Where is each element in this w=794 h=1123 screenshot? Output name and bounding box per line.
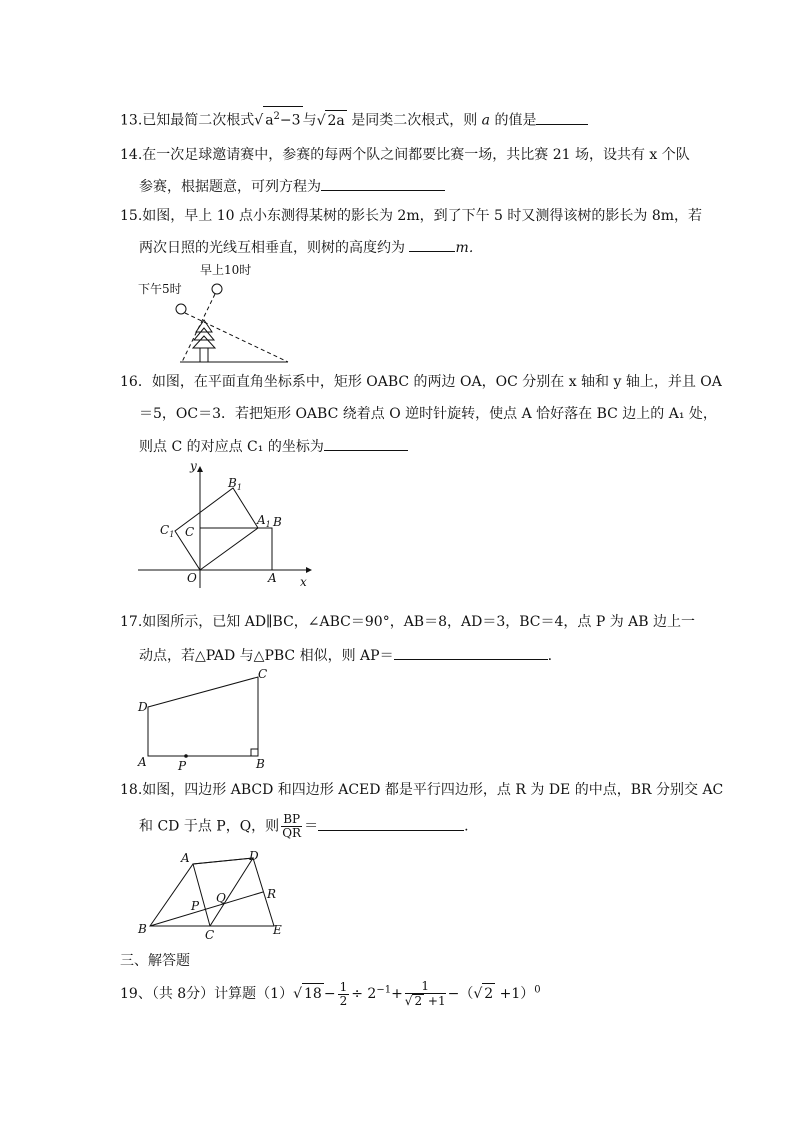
point-P	[184, 754, 188, 758]
label-A: A	[181, 851, 190, 865]
line-BR	[150, 892, 263, 926]
rect-OABC	[200, 528, 272, 570]
label-C: C	[258, 667, 268, 681]
fraction-1-over-sqrt2-plus1: $\frac{1}{√ 2 +1}$	[404, 979, 446, 1008]
answer-blank[interactable]	[409, 237, 455, 252]
q18-figure	[130, 848, 300, 943]
label-A: A	[268, 571, 277, 585]
label-A: A	[138, 755, 147, 769]
q16-figure	[130, 458, 320, 593]
label-x: x	[300, 575, 307, 589]
q13: 13.已知最简二次根式√ $a^2-3$ 与√ 2a 是同类二次根式，则 a 的值是	[120, 106, 588, 131]
answer-blank[interactable]	[394, 645, 548, 660]
answer-blank[interactable]	[321, 176, 445, 191]
q17-figure	[130, 665, 280, 775]
answer-blank[interactable]	[324, 436, 408, 451]
label-y: y	[190, 459, 197, 473]
q17-line1: 17.如图所示，已知 AD∥BC，∠ABC＝90°，AB＝8，AD＝3，BC＝4，点 P 为 AB 边上一	[120, 614, 696, 630]
label-C: C	[185, 525, 195, 539]
tree-icon	[193, 320, 215, 362]
q14-line1: 14.在一次足球邀请赛中，参赛的每两个队之间都要比赛一场，共比赛 21 场，设共有 x 个队	[120, 147, 690, 163]
q15-line2: 两次日照的光线互相垂直，则树的高度约为 m．	[139, 237, 483, 258]
label-D: D	[138, 700, 148, 714]
label-A1: $A_1$	[257, 513, 271, 529]
q15-line1: 15.如图，早上 10 点小东测得某树的影长为 2m，到了下午 5 时又测得该树的影长为 8m，若	[120, 208, 703, 224]
q18-line2: 和 CD 于点 P，Q，则 $\frac{BP}{QR}$ ＝ .	[139, 812, 469, 840]
trapezoid-ABCD	[148, 677, 258, 756]
label-P: P	[178, 759, 187, 773]
label-C1: $C_1$	[160, 523, 175, 539]
q15-figure	[130, 258, 300, 368]
label-E: E	[273, 923, 282, 937]
label-R: R	[267, 887, 277, 901]
label-Q: Q	[216, 891, 226, 905]
section-heading: 三、解答题	[120, 953, 190, 969]
label-O: O	[187, 571, 197, 585]
label-afternoon: 下午5时	[138, 282, 182, 296]
answer-blank[interactable]	[318, 816, 464, 831]
fraction-BP-QR: $\frac{BP}{QR}$	[282, 812, 302, 840]
label-C: C	[205, 928, 215, 942]
label-B1: $B_1$	[228, 476, 242, 492]
label-B: B	[273, 515, 282, 529]
q16-line1: 16．如图，在平面直角坐标系中，矩形 OABC 的两边 OA，OC 分别在 x 轴和 y 轴上，并且 OA	[120, 374, 722, 390]
right-angle-mark	[251, 749, 258, 756]
fraction-half: $\frac{1}{2}$	[339, 979, 348, 1008]
q17-line2: 动点，若△PAD 与△PBC 相似，则 AP＝ .	[139, 645, 552, 666]
q16-line2: ＝5，OC＝3．若把矩形 OABC 绕着点 O 逆时针旋转，使点 A 恰好落在 BC 边上的 A₁ 处，	[139, 406, 717, 422]
radical-18: √ 18	[293, 983, 324, 1004]
parallelogram-ABCD	[150, 858, 253, 926]
q19: 19、（共 8分）计算题（1）√ 18 − $\frac{1}{2}$ ÷ $2^{-1}+$ $\frac{1}{√ 2 +1}$ −（√ 2 +1）$^0$	[120, 979, 541, 1008]
label-D: D	[249, 849, 259, 863]
label-P: P	[191, 899, 200, 913]
q18-line1: 18.如图，四边形 ABCD 和四边形 ACED 都是平行四边形，点 R 为 DE 的中点，BR 分别交 AC	[120, 782, 724, 798]
q16-line3: 则点 C 的对应点 C₁ 的坐标为	[139, 436, 408, 457]
radical-a2-3: √ $a^2-3$	[254, 106, 302, 131]
label-morning: 早上10时	[200, 263, 252, 277]
radical-2a: √ 2a	[317, 110, 347, 131]
label-B: B	[138, 922, 147, 936]
sun-morning	[212, 284, 222, 294]
answer-blank[interactable]	[536, 110, 588, 125]
q14-line2: 参赛，根据题意，可列方程为	[139, 176, 445, 197]
label-B: B	[256, 757, 265, 771]
sun-afternoon	[176, 304, 186, 314]
